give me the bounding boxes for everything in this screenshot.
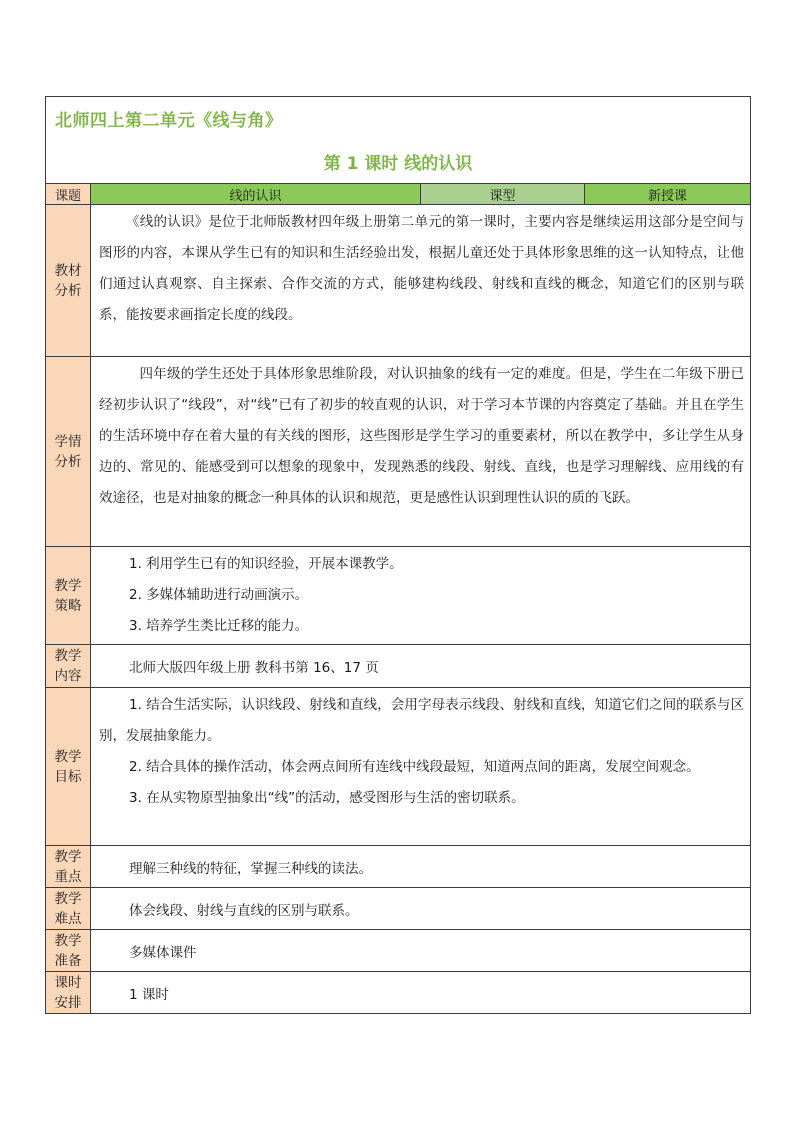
series-title: 北师四上第二单元《线与角》 (55, 111, 283, 131)
lesson-plan-table (45, 96, 751, 1014)
strategy-item: 3. 培养学生类比迁移的能力。 (129, 618, 309, 634)
difficulties-text: 体会线段、射线与直线的区别与联系。 (91, 888, 751, 930)
teaching-content-row (46, 645, 751, 688)
key-points-text: 理解三种线的特征，掌握三种线的读法。 (91, 846, 751, 888)
objective-item: 1. 结合生活实际，认识线段、射线和直线，会用字母表示线段、射线和直线，知道它们之间的联系与区别，发展抽象能力。 (99, 697, 744, 744)
textbook-analysis-row (46, 205, 751, 357)
objective-item: 2. 结合具体的操作活动，体会两点间所有连线中线段最短，知道两点间的距离，发展空间观念。 (129, 759, 700, 775)
student-analysis-label: 学情 分析 (46, 357, 91, 547)
strategy-item: 1. 利用学生已有的知识经验，开展本课教学。 (129, 556, 403, 572)
difficulties-label: 教学 难点 (46, 888, 91, 930)
key-points-label: 教学 重点 (46, 846, 91, 888)
schedule-label: 课时 安排 (46, 972, 91, 1014)
schedule-text: 1 课时 (91, 972, 751, 1014)
preparation-row (46, 930, 751, 972)
topic-label: 课题 (46, 184, 91, 205)
teaching-objectives-list (91, 688, 751, 846)
schedule-row (46, 972, 751, 1014)
objective-item: 3. 在从实物原型抽象出“线”的活动，感受图形与生活的密切联系。 (129, 790, 525, 806)
difficulties-row (46, 888, 751, 930)
teaching-content-text: 北师大版四年级上册 教科书第 16、17 页 (91, 645, 751, 688)
teaching-strategy-row (46, 547, 751, 645)
topic-row (46, 184, 751, 205)
textbook-analysis-text: 《线的认识》是位于北师版教材四年级上册第二单元的第一课时，主要内容是继续运用这部分是空间与图形的内容，本课从学生已有的知识和生活经验出发，根据儿童还处于具体形象思维的这一认知特点，让他们通过认真观察、自主探索、合作交流的方式，能够建构线段、射线和直线的概念，知道它们的区别与联系，能按要求画指定长度的线段。 (91, 205, 751, 357)
teaching-strategy-label: 教学 策略 (46, 547, 91, 645)
teaching-content-label: 教学 内容 (46, 645, 91, 688)
lesson-title: 第 1 课时 线的认识 (323, 154, 473, 174)
teaching-objectives-label: 教学 目标 (46, 688, 91, 846)
lesson-type-label: 课型 (421, 184, 585, 205)
preparation-label: 教学 准备 (46, 930, 91, 972)
topic-value: 线的认识 (91, 184, 421, 205)
lesson-type-value: 新授课 (585, 184, 751, 205)
preparation-text: 多媒体课件 (91, 930, 751, 972)
title-block (46, 97, 751, 184)
student-analysis-row (46, 357, 751, 547)
student-analysis-text: 四年级的学生还处于具体形象思维阶段，对认识抽象的线有一定的难度。但是，学生在二年级下册已经初步认识了“线段”，对“线”已有了初步的较直观的认识，对于学习本节课的内容奠定了基础。并且在学生的生活环境中存在着大量的有关线的图形，这些图形是学生学习的重要素材，所以在教学中，多让学生从身边的、常见的、能感受到可以想象的现象中，发现熟悉的线段、射线、直线，也是学习理解线、应用线的有效途径，也是对抽象的概念一种具体的认识和规范，更是感性认识到理性认识的质的飞跃。 (91, 357, 751, 547)
textbook-analysis-label: 教材 分析 (46, 205, 91, 357)
strategy-item: 2. 多媒体辅助进行动画演示。 (129, 587, 309, 603)
teaching-strategy-list (91, 547, 751, 645)
key-points-row (46, 846, 751, 888)
teaching-objectives-row (46, 688, 751, 846)
